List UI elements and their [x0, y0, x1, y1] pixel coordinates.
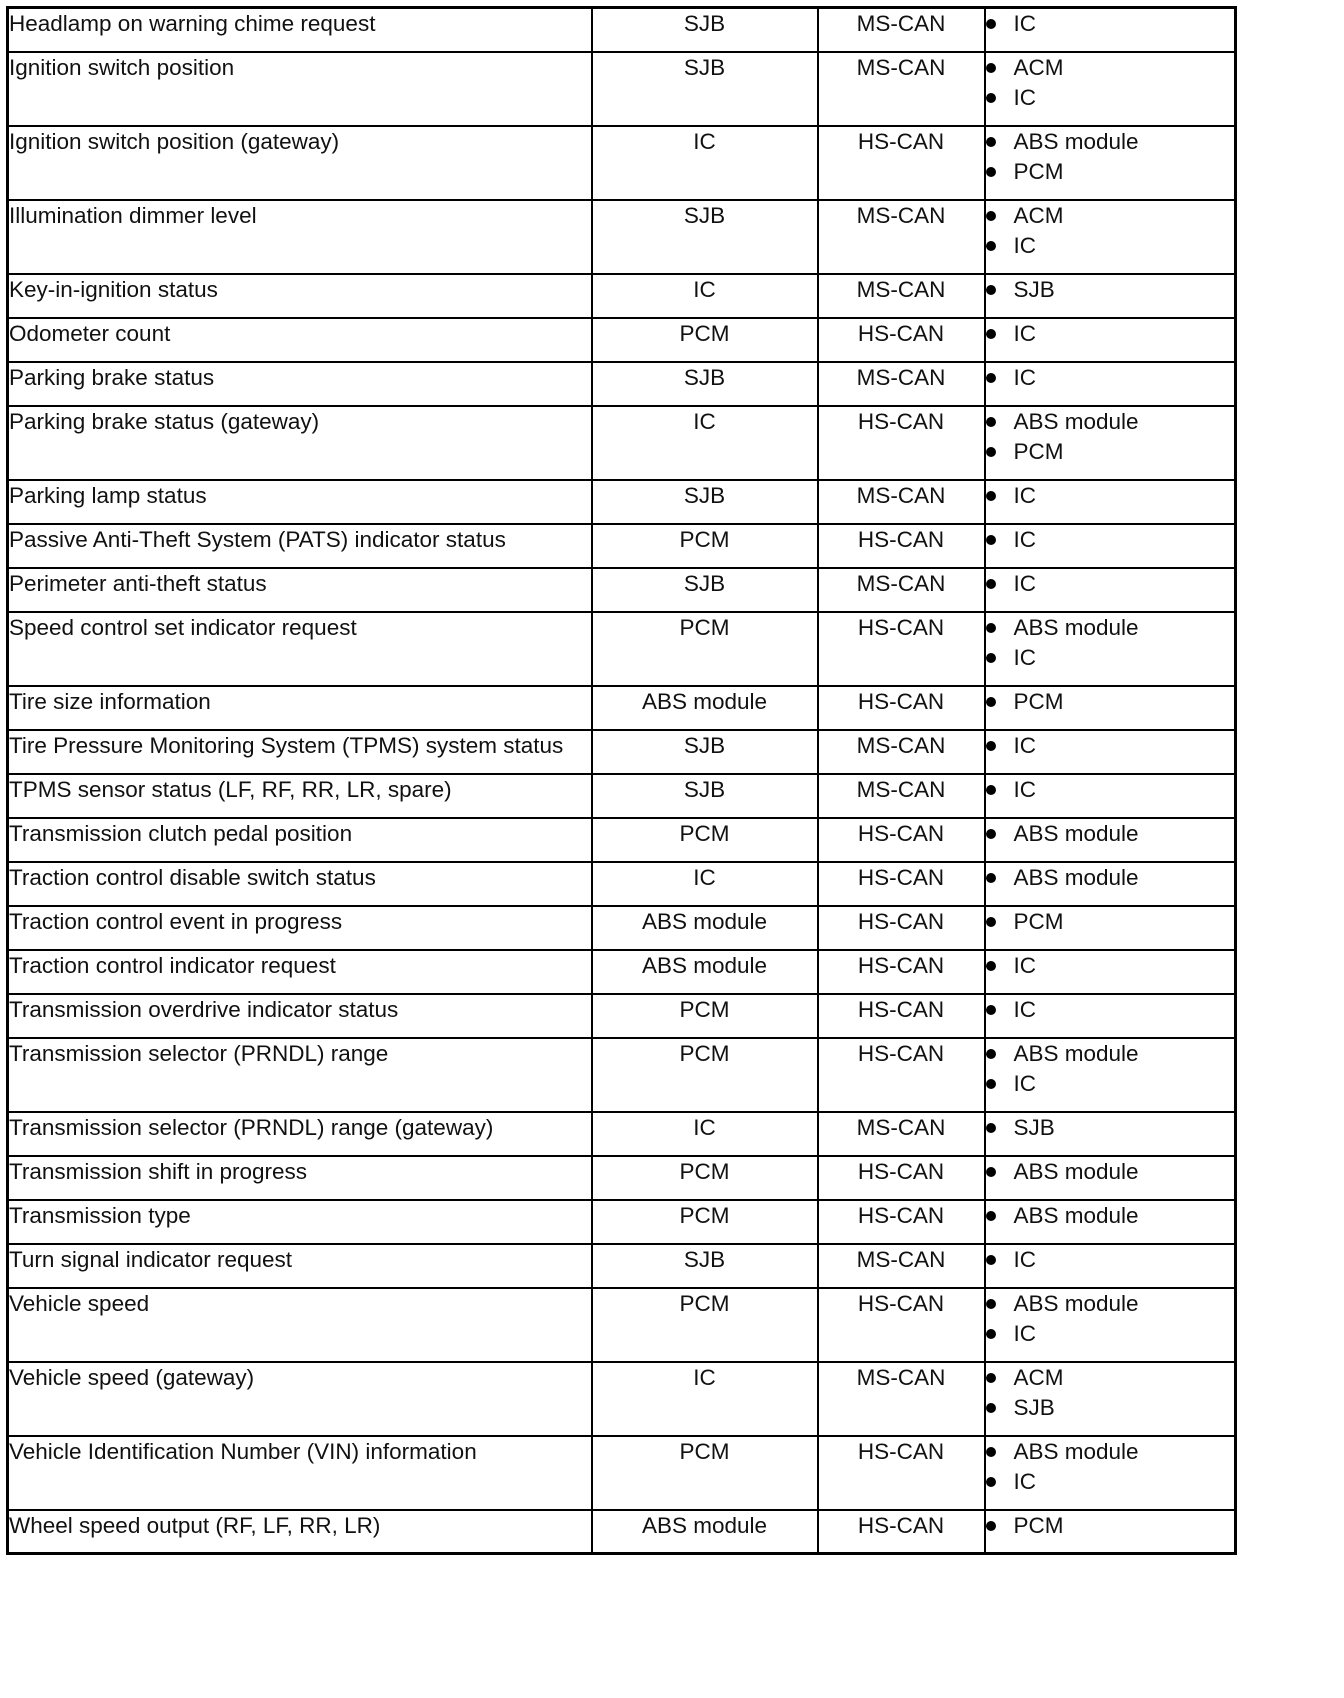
- receiver-label: IC: [1013, 570, 1036, 596]
- network-cell: HS-CAN: [818, 318, 985, 362]
- message-cell: Traction control disable switch status: [8, 862, 592, 906]
- originator-cell: PCM: [592, 612, 818, 686]
- bullet-icon: [986, 1123, 996, 1133]
- receiver-item: [986, 1039, 1235, 1069]
- receiver-item: [986, 569, 1235, 599]
- table-row: [8, 1038, 1236, 1112]
- receiver-label: ABS module: [1013, 820, 1139, 846]
- receivers-cell: [985, 274, 1236, 318]
- receiver-item: [986, 1289, 1235, 1319]
- originator-cell: ABS module: [592, 686, 818, 730]
- receiver-item: [986, 1113, 1235, 1143]
- originator-cell: PCM: [592, 818, 818, 862]
- receiver-item: [986, 363, 1235, 393]
- receivers-cell: [985, 994, 1236, 1038]
- receivers-cell: [985, 568, 1236, 612]
- bullet-icon: [986, 241, 996, 251]
- receiver-item: [986, 687, 1235, 717]
- message-cell: Tire Pressure Monitoring System (TPMS) system status: [8, 730, 592, 774]
- bullet-icon: [986, 211, 996, 221]
- originator-cell: SJB: [592, 200, 818, 274]
- receiver-item: [986, 731, 1235, 761]
- message-cell: Parking brake status (gateway): [8, 406, 592, 480]
- originator-cell: SJB: [592, 774, 818, 818]
- message-cell: Ignition switch position: [8, 52, 592, 126]
- network-cell: HS-CAN: [818, 1288, 985, 1362]
- receivers-cell: [985, 200, 1236, 274]
- table-row: [8, 774, 1236, 818]
- table-row: [8, 126, 1236, 200]
- originator-cell: IC: [592, 274, 818, 318]
- message-cell: Traction control event in progress: [8, 906, 592, 950]
- table-row: [8, 1436, 1236, 1510]
- originator-cell: PCM: [592, 1200, 818, 1244]
- network-cell: MS-CAN: [818, 568, 985, 612]
- bullet-icon: [986, 167, 996, 177]
- message-cell: Transmission overdrive indicator status: [8, 994, 592, 1038]
- message-cell: Speed control set indicator request: [8, 612, 592, 686]
- network-cell: MS-CAN: [818, 480, 985, 524]
- network-cell: MS-CAN: [818, 200, 985, 274]
- receiver-label: SJB: [1013, 1114, 1055, 1140]
- network-cell: HS-CAN: [818, 1200, 985, 1244]
- receiver-label: IC: [1013, 644, 1036, 670]
- bullet-icon: [986, 1005, 996, 1015]
- receiver-label: IC: [1013, 732, 1036, 758]
- bullet-icon: [986, 93, 996, 103]
- originator-cell: SJB: [592, 568, 818, 612]
- table-row: [8, 950, 1236, 994]
- originator-cell: ABS module: [592, 950, 818, 994]
- table-row: [8, 1362, 1236, 1436]
- table-row: [8, 480, 1236, 524]
- receivers-cell: [985, 730, 1236, 774]
- originator-cell: PCM: [592, 1156, 818, 1200]
- receivers-cell: [985, 1112, 1236, 1156]
- receiver-item: [986, 643, 1235, 673]
- receiver-label: IC: [1013, 84, 1036, 110]
- network-cell: MS-CAN: [818, 1362, 985, 1436]
- receiver-label: IC: [1013, 526, 1036, 552]
- bullet-icon: [986, 961, 996, 971]
- message-cell: TPMS sensor status (LF, RF, RR, LR, spare): [8, 774, 592, 818]
- network-cell: HS-CAN: [818, 906, 985, 950]
- receiver-label: SJB: [1013, 276, 1055, 302]
- originator-cell: SJB: [592, 480, 818, 524]
- receiver-item: [986, 1157, 1235, 1187]
- bullet-icon: [986, 535, 996, 545]
- message-cell: Vehicle speed: [8, 1288, 592, 1362]
- receiver-label: ABS module: [1013, 614, 1139, 640]
- receiver-label: IC: [1013, 1320, 1036, 1346]
- table-row: [8, 818, 1236, 862]
- bullet-icon: [986, 1167, 996, 1177]
- receiver-label: IC: [1013, 776, 1036, 802]
- table-row: [8, 1510, 1236, 1554]
- receivers-cell: [985, 1362, 1236, 1436]
- receiver-label: ACM: [1013, 54, 1064, 80]
- message-cell: Key-in-ignition status: [8, 274, 592, 318]
- table-row: [8, 994, 1236, 1038]
- originator-cell: IC: [592, 406, 818, 480]
- message-cell: Ignition switch position (gateway): [8, 126, 592, 200]
- receiver-label: ABS module: [1013, 128, 1139, 154]
- receiver-label: IC: [1013, 952, 1036, 978]
- network-cell: HS-CAN: [818, 994, 985, 1038]
- bullet-icon: [986, 1373, 996, 1383]
- bullet-icon: [986, 329, 996, 339]
- bullet-icon: [986, 137, 996, 147]
- message-cell: Perimeter anti-theft status: [8, 568, 592, 612]
- receiver-label: ACM: [1013, 202, 1064, 228]
- receiver-item: [986, 1393, 1235, 1423]
- network-cell: HS-CAN: [818, 818, 985, 862]
- receiver-item: [986, 1069, 1235, 1099]
- bullet-icon: [986, 1049, 996, 1059]
- receivers-cell: [985, 950, 1236, 994]
- message-cell: Vehicle Identification Number (VIN) information: [8, 1436, 592, 1510]
- originator-cell: SJB: [592, 52, 818, 126]
- network-cell: HS-CAN: [818, 1436, 985, 1510]
- receiver-label: IC: [1013, 996, 1036, 1022]
- network-cell: MS-CAN: [818, 1112, 985, 1156]
- bullet-icon: [986, 653, 996, 663]
- table-row: [8, 730, 1236, 774]
- receiver-item: [986, 863, 1235, 893]
- network-cell: HS-CAN: [818, 524, 985, 568]
- receivers-cell: [985, 1510, 1236, 1554]
- receiver-label: PCM: [1013, 688, 1064, 714]
- receivers-cell: [985, 480, 1236, 524]
- receiver-item: [986, 127, 1235, 157]
- bullet-icon: [986, 1211, 996, 1221]
- receiver-item: [986, 819, 1235, 849]
- bullet-icon: [986, 1521, 996, 1531]
- receiver-label: IC: [1013, 320, 1036, 346]
- network-cell: HS-CAN: [818, 1156, 985, 1200]
- bullet-icon: [986, 1329, 996, 1339]
- bullet-icon: [986, 1477, 996, 1487]
- message-cell: Transmission selector (PRNDL) range (gateway): [8, 1112, 592, 1156]
- table-row: [8, 906, 1236, 950]
- receiver-item: [986, 437, 1235, 467]
- network-cell: HS-CAN: [818, 862, 985, 906]
- originator-cell: PCM: [592, 318, 818, 362]
- message-cell: Transmission type: [8, 1200, 592, 1244]
- network-cell: MS-CAN: [818, 362, 985, 406]
- receiver-item: [986, 1363, 1235, 1393]
- originator-cell: ABS module: [592, 1510, 818, 1554]
- receivers-cell: [985, 524, 1236, 568]
- receiver-label: PCM: [1013, 1512, 1064, 1538]
- receiver-label: ABS module: [1013, 1202, 1139, 1228]
- receiver-item: [986, 1201, 1235, 1231]
- receivers-cell: [985, 126, 1236, 200]
- receiver-item: [986, 201, 1235, 231]
- bullet-icon: [986, 447, 996, 457]
- bullet-icon: [986, 697, 996, 707]
- originator-cell: IC: [592, 862, 818, 906]
- network-cell: HS-CAN: [818, 612, 985, 686]
- receiver-item: [986, 275, 1235, 305]
- receiver-label: ABS module: [1013, 1290, 1139, 1316]
- network-cell: MS-CAN: [818, 730, 985, 774]
- network-message-table: [6, 6, 1237, 1555]
- receiver-label: PCM: [1013, 908, 1064, 934]
- bullet-icon: [986, 741, 996, 751]
- receivers-cell: [985, 1436, 1236, 1510]
- table-row: [8, 568, 1236, 612]
- network-cell: HS-CAN: [818, 406, 985, 480]
- table-row: [8, 686, 1236, 730]
- receiver-item: [986, 407, 1235, 437]
- bullet-icon: [986, 1403, 996, 1413]
- network-cell: HS-CAN: [818, 126, 985, 200]
- receiver-item: [986, 53, 1235, 83]
- originator-cell: IC: [592, 126, 818, 200]
- bullet-icon: [986, 1079, 996, 1089]
- originator-cell: PCM: [592, 1436, 818, 1510]
- originator-cell: SJB: [592, 8, 818, 52]
- table-row: [8, 274, 1236, 318]
- receivers-cell: [985, 774, 1236, 818]
- receiver-item: [986, 525, 1235, 555]
- receiver-item: [986, 775, 1235, 805]
- message-cell: Parking brake status: [8, 362, 592, 406]
- table-row: [8, 862, 1236, 906]
- originator-cell: PCM: [592, 524, 818, 568]
- originator-cell: PCM: [592, 1288, 818, 1362]
- message-cell: Transmission shift in progress: [8, 1156, 592, 1200]
- bullet-icon: [986, 373, 996, 383]
- network-cell: HS-CAN: [818, 1510, 985, 1554]
- table-row: [8, 200, 1236, 274]
- bullet-icon: [986, 785, 996, 795]
- bullet-icon: [986, 579, 996, 589]
- table-row: [8, 612, 1236, 686]
- receiver-label: IC: [1013, 1070, 1036, 1096]
- receivers-cell: [985, 1244, 1236, 1288]
- table-row: [8, 406, 1236, 480]
- receiver-label: IC: [1013, 232, 1036, 258]
- originator-cell: SJB: [592, 730, 818, 774]
- bullet-icon: [986, 873, 996, 883]
- receivers-cell: [985, 8, 1236, 52]
- table-row: [8, 524, 1236, 568]
- receiver-item: [986, 613, 1235, 643]
- message-cell: Turn signal indicator request: [8, 1244, 592, 1288]
- message-cell: Illumination dimmer level: [8, 200, 592, 274]
- receivers-cell: [985, 362, 1236, 406]
- table-row: [8, 318, 1236, 362]
- originator-cell: PCM: [592, 994, 818, 1038]
- message-cell: Vehicle speed (gateway): [8, 1362, 592, 1436]
- receiver-label: ABS module: [1013, 408, 1139, 434]
- network-cell: MS-CAN: [818, 8, 985, 52]
- message-cell: Tire size information: [8, 686, 592, 730]
- receiver-label: ABS module: [1013, 864, 1139, 890]
- table-row: [8, 52, 1236, 126]
- receiver-item: [986, 231, 1235, 261]
- receivers-cell: [985, 1156, 1236, 1200]
- receiver-label: PCM: [1013, 438, 1064, 464]
- receiver-item: [986, 1437, 1235, 1467]
- table-row: [8, 1288, 1236, 1362]
- message-cell: Parking lamp status: [8, 480, 592, 524]
- receivers-cell: [985, 818, 1236, 862]
- receiver-label: IC: [1013, 1468, 1036, 1494]
- originator-cell: PCM: [592, 1038, 818, 1112]
- receiver-item: [986, 995, 1235, 1025]
- receiver-item: [986, 951, 1235, 981]
- receiver-label: IC: [1013, 1246, 1036, 1272]
- bullet-icon: [986, 1255, 996, 1265]
- receiver-item: [986, 481, 1235, 511]
- receiver-item: [986, 1319, 1235, 1349]
- message-cell: Odometer count: [8, 318, 592, 362]
- table-row: [8, 1156, 1236, 1200]
- receiver-label: ABS module: [1013, 1438, 1139, 1464]
- message-cell: Traction control indicator request: [8, 950, 592, 994]
- message-cell: Wheel speed output (RF, LF, RR, LR): [8, 1510, 592, 1554]
- receiver-label: SJB: [1013, 1394, 1055, 1420]
- table-body: [8, 8, 1236, 1554]
- network-cell: MS-CAN: [818, 774, 985, 818]
- bullet-icon: [986, 63, 996, 73]
- receiver-label: IC: [1013, 482, 1036, 508]
- bullet-icon: [986, 1447, 996, 1457]
- network-cell: HS-CAN: [818, 950, 985, 994]
- receivers-cell: [985, 862, 1236, 906]
- table-row: [8, 1244, 1236, 1288]
- bullet-icon: [986, 623, 996, 633]
- receiver-label: PCM: [1013, 158, 1064, 184]
- network-cell: HS-CAN: [818, 686, 985, 730]
- receiver-item: [986, 83, 1235, 113]
- receivers-cell: [985, 1038, 1236, 1112]
- receivers-cell: [985, 906, 1236, 950]
- network-cell: MS-CAN: [818, 274, 985, 318]
- bullet-icon: [986, 491, 996, 501]
- bullet-icon: [986, 285, 996, 295]
- network-cell: MS-CAN: [818, 52, 985, 126]
- receiver-item: [986, 1467, 1235, 1497]
- bullet-icon: [986, 417, 996, 427]
- network-cell: HS-CAN: [818, 1038, 985, 1112]
- bullet-icon: [986, 1299, 996, 1309]
- receiver-item: [986, 907, 1235, 937]
- bullet-icon: [986, 829, 996, 839]
- table-row: [8, 362, 1236, 406]
- originator-cell: SJB: [592, 362, 818, 406]
- message-cell: Headlamp on warning chime request: [8, 8, 592, 52]
- receivers-cell: [985, 318, 1236, 362]
- table-row: [8, 8, 1236, 52]
- message-cell: Transmission clutch pedal position: [8, 818, 592, 862]
- receivers-cell: [985, 1288, 1236, 1362]
- receiver-item: [986, 319, 1235, 349]
- network-cell: MS-CAN: [818, 1244, 985, 1288]
- receiver-item: [986, 9, 1235, 39]
- receiver-item: [986, 157, 1235, 187]
- table-row: [8, 1200, 1236, 1244]
- bullet-icon: [986, 19, 996, 29]
- message-cell: Transmission selector (PRNDL) range: [8, 1038, 592, 1112]
- receivers-cell: [985, 1200, 1236, 1244]
- receivers-cell: [985, 52, 1236, 126]
- receiver-label: ABS module: [1013, 1040, 1139, 1066]
- originator-cell: IC: [592, 1112, 818, 1156]
- receiver-item: [986, 1511, 1235, 1541]
- originator-cell: IC: [592, 1362, 818, 1436]
- receiver-label: ACM: [1013, 1364, 1064, 1390]
- receiver-item: [986, 1245, 1235, 1275]
- receiver-label: IC: [1013, 11, 1036, 36]
- receivers-cell: [985, 612, 1236, 686]
- bullet-icon: [986, 917, 996, 927]
- receiver-label: ABS module: [1013, 1158, 1139, 1184]
- receivers-cell: [985, 686, 1236, 730]
- originator-cell: SJB: [592, 1244, 818, 1288]
- receiver-label: IC: [1013, 364, 1036, 390]
- table-row: [8, 1112, 1236, 1156]
- originator-cell: ABS module: [592, 906, 818, 950]
- document-page: [6, 6, 1234, 1555]
- message-cell: Passive Anti-Theft System (PATS) indicator status: [8, 524, 592, 568]
- receivers-cell: [985, 406, 1236, 480]
